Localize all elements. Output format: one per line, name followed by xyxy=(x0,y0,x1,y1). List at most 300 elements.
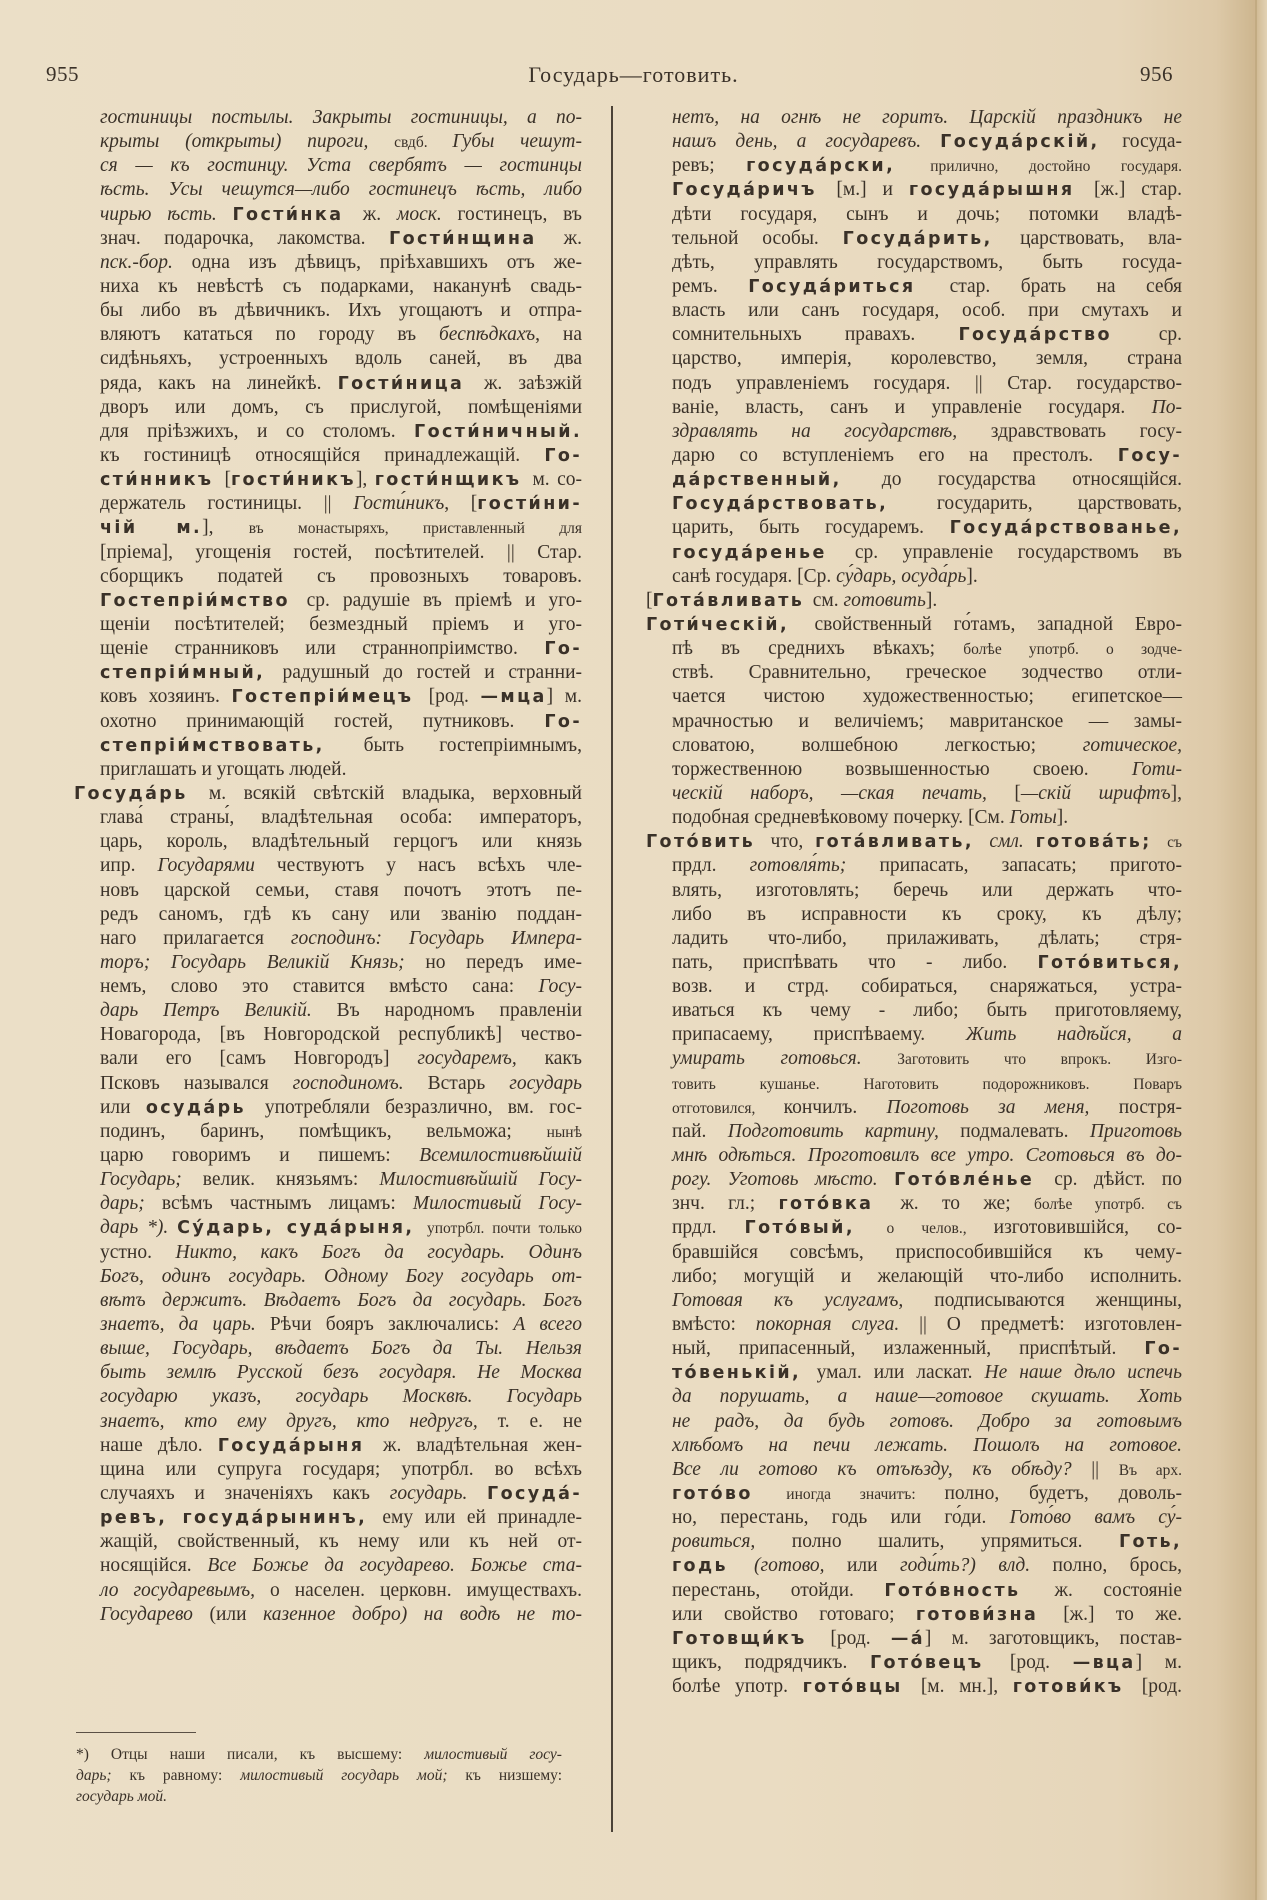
definition-text: ], xyxy=(355,469,375,491)
definition-text: но, перестань, годь или го́ди. xyxy=(672,1507,1010,1529)
definition-text: наго прилагается xyxy=(100,927,291,949)
example-text: государь xyxy=(509,1072,582,1094)
definition-text: пай. xyxy=(672,1120,728,1142)
definition-text: ему или ей принадле- xyxy=(382,1507,583,1529)
text-line xyxy=(100,1579,582,1603)
definition-text: товить кушанье. Наготовить подорожниковъ. Поваръ xyxy=(672,1075,1182,1093)
definition-text: ремъ. xyxy=(672,275,749,297)
headword: гота́вливать, xyxy=(815,832,990,853)
definition-text: ж. xyxy=(563,227,582,249)
example-text: Все Божье да государево. Божье ста- xyxy=(207,1555,582,1577)
text-line xyxy=(100,106,582,130)
text-line xyxy=(672,1627,1182,1651)
text-line xyxy=(646,613,1182,637)
text-line xyxy=(100,975,582,999)
text-line xyxy=(100,951,582,975)
definition-text: ср. xyxy=(1158,324,1182,346)
example-text: нетъ, на огнѣ не горитъ. Царскій праздникъ не xyxy=(672,107,1182,128)
text-line xyxy=(100,1216,582,1240)
headword: Готь, xyxy=(1118,1532,1182,1553)
text-line xyxy=(100,1361,582,1385)
headword: Гото́вле́нье xyxy=(894,1170,1055,1191)
definition-text: дворъ или домъ, съ прислугой, помѣщеніями xyxy=(100,396,582,418)
example-text: Богъ, одинъ государь. Одному Богу государь от- xyxy=(100,1265,582,1287)
definition-text: [ж.] то же. xyxy=(1063,1603,1182,1625)
definition-text: подобная средневѣковому почерку. [См. xyxy=(672,807,1010,829)
example-text: казенное добро) на водѣ не то- xyxy=(263,1603,582,1625)
definition-text: къ гостиницѣ относящійся принадлежащій. xyxy=(100,444,545,466)
text-line xyxy=(672,444,1182,468)
text-line xyxy=(100,1385,582,1409)
example-text: рогу. Уготовь мѣсто. xyxy=(672,1169,895,1191)
text-line xyxy=(100,661,582,685)
headword: —вца xyxy=(1072,1653,1136,1673)
definition-text: или xyxy=(846,1555,901,1577)
definition-text: всѣмъ частнымъ лицамъ: xyxy=(161,1193,413,1215)
definition-text: государить, царствовать, xyxy=(936,493,1182,515)
text-line xyxy=(672,1072,1182,1096)
definition-text: ср. радушіе въ пріемѣ и уго- xyxy=(306,589,582,611)
right-column xyxy=(646,106,1183,1699)
headword: Гостепріи́мство xyxy=(100,590,307,611)
headword: ревъ, госуда́рынинъ, xyxy=(100,1508,383,1529)
definition-text: дарю со вступленіемъ его на престолъ. xyxy=(672,444,1118,466)
definition-text: умал. или ласкат. xyxy=(816,1362,985,1384)
definition-text: подписываются женщины, xyxy=(934,1289,1182,1311)
example-text: су́дарь, осуда́рь xyxy=(836,565,967,587)
example-text: смл. xyxy=(989,831,1036,853)
definition-text: употребляли безразлично, вм. гос- xyxy=(264,1096,582,1118)
text-line xyxy=(100,347,582,371)
text-line xyxy=(672,130,1182,154)
definition-text: велик. князьямъ: xyxy=(202,1169,380,1191)
headword: годь xyxy=(672,1556,755,1577)
definition-text: дѣти государя, сынъ и дочь; потомки владѣ- xyxy=(672,203,1182,225)
text-line xyxy=(672,1337,1182,1361)
headword: Гото́виться, xyxy=(1037,952,1182,973)
text-line xyxy=(672,879,1182,903)
text-line xyxy=(100,1458,582,1482)
definition-text: или xyxy=(100,1096,146,1118)
definition-text: царство, имперія, королевство, земля, страна xyxy=(672,348,1182,370)
definition-text: носящійся. xyxy=(100,1555,208,1577)
example-text: гостиницы постылы. Закрыты гостиницы, а по- xyxy=(100,107,582,128)
example-text: мнѣ одѣться. Проготовилъ все утро. Сготовься въ до- xyxy=(672,1145,1182,1167)
definition-text: царить, быть государемъ. xyxy=(672,517,950,539)
example-text: Все ли готово къ отъѣзду, къ обѣду? xyxy=(672,1458,1092,1480)
example-text: быть землѣ Русской безъ государя. Не Москва xyxy=(100,1362,582,1384)
example-text: Подготовить картину, xyxy=(727,1120,961,1142)
definition-text: держатель гостиницы. || xyxy=(100,493,354,515)
definition-text: *) Отцы наши писали, къ высшему: xyxy=(76,1746,425,1763)
definition-text: жащій, свойственный, къ нему или къ ней от- xyxy=(100,1531,582,1553)
text-line xyxy=(100,830,582,854)
text-line xyxy=(672,710,1182,734)
text-line xyxy=(672,1216,1182,1240)
text-line xyxy=(100,927,582,951)
example-text: Поготовь за меня, xyxy=(886,1096,1119,1118)
definition-text: возв. и стрд. собираться, снаряжаться, устра- xyxy=(672,976,1182,998)
example-text: беспѣдкахъ xyxy=(439,324,536,346)
example-text: милостивый государь мой; xyxy=(240,1767,466,1784)
text-line xyxy=(672,927,1182,951)
text-line xyxy=(76,1765,562,1786)
text-line xyxy=(100,275,582,299)
headword: Гости́ница xyxy=(337,373,484,394)
headword: степріи́мствовать, xyxy=(100,735,364,756)
text-line xyxy=(672,275,1182,299)
definition-text: глава́ страны́, владѣтельная особа: императоръ, xyxy=(100,807,582,829)
headword: Гости́ничный. xyxy=(414,421,582,442)
definition-text: ], xyxy=(202,517,249,539)
text-line xyxy=(100,1554,582,1578)
headword: готови́къ xyxy=(1012,1677,1142,1698)
definition-text: перестань, отойди. xyxy=(672,1579,885,1601)
text-line xyxy=(100,251,582,275)
definition-text: , [ xyxy=(444,493,478,515)
text-line xyxy=(672,420,1182,444)
headword: Госуда́ричъ xyxy=(672,180,837,201)
definition-text: , на xyxy=(535,324,582,346)
definition-text: до государства относящійся. xyxy=(881,469,1182,491)
text-line xyxy=(672,903,1182,927)
headword: готова́ть; xyxy=(1035,832,1168,853)
definition-text: ствѣ. Сравнительно, греческое зодчество отли- xyxy=(672,662,1182,684)
text-line xyxy=(672,1096,1182,1120)
text-line xyxy=(672,1482,1182,1506)
definition-text: Въ арх. xyxy=(1118,1461,1183,1479)
text-line xyxy=(100,1410,582,1434)
headword: Гото́вить xyxy=(646,832,771,853)
text-line xyxy=(100,1120,582,1144)
definition-text: госуда- xyxy=(1122,131,1182,153)
text-line xyxy=(100,1530,582,1554)
definition-text: влять, изготовлять; беречь или держать что- xyxy=(672,879,1182,901)
definition-text: ср. дѣйст. по xyxy=(1054,1169,1182,1191)
definition-text: м. со- xyxy=(532,469,582,491)
text-line xyxy=(100,299,582,323)
text-line xyxy=(100,758,582,782)
headword: Гото́вность xyxy=(884,1580,1055,1601)
definition-text: подмалевать. xyxy=(960,1120,1090,1142)
headword: Госуда́рство xyxy=(958,325,1159,346)
example-text: нашъ день, а государевъ. xyxy=(672,131,941,153)
definition-text: Въ народномъ правленіи xyxy=(336,1000,582,1022)
text-line xyxy=(672,1385,1182,1409)
headword: Су́дарь, суда́рыня, xyxy=(177,1218,427,1239)
definition-text: щеніе странниковъ или страннопріимство. xyxy=(100,638,545,660)
definition-text: т. е. не xyxy=(497,1410,582,1432)
definition-text: о челов., xyxy=(886,1220,994,1238)
definition-text: болѣе употрб. съ xyxy=(1033,1196,1182,1214)
text-line xyxy=(100,1506,582,1530)
definition-text: || О предметѣ: изготовлен- xyxy=(919,1314,1183,1336)
example-text: Милостивѣйшій Госу- xyxy=(379,1169,582,1191)
headword: Го- xyxy=(1144,1339,1182,1360)
definition-text: что, xyxy=(770,831,816,853)
definition-text: Новагорода, [въ Новгородской республикѣ] чество- xyxy=(100,1024,582,1046)
example-text: пск.-бор. xyxy=(100,251,192,273)
definition-text: немъ, слово это ставится вмѣсто сана: xyxy=(100,976,539,998)
text-line xyxy=(100,1337,582,1361)
text-line xyxy=(672,1361,1182,1385)
text-line xyxy=(672,565,1182,589)
definition-text: либо; могущій и желающій что-либо исполнить. xyxy=(672,1265,1182,1287)
example-text: умирать готовься. xyxy=(672,1048,898,1070)
text-line xyxy=(100,1144,582,1168)
example-text: да порушать, а наше—готовое скушать. Хоть xyxy=(672,1386,1182,1408)
definition-text: ладить что-либо, прилаживать, дѣлать; стря- xyxy=(672,927,1182,949)
example-text: Не наше дѣло испечь xyxy=(984,1362,1182,1384)
text-line xyxy=(100,806,582,830)
text-line xyxy=(100,854,582,878)
definition-text: пѣ въ среднихъ вѣкахъ; xyxy=(672,638,964,660)
example-text: выше, Государь, вѣдаетъ Богъ да Ты. Нельзя xyxy=(100,1338,582,1360)
example-text: Приготовь xyxy=(1089,1120,1183,1142)
definition-text: свдб. xyxy=(394,134,453,152)
example-text: Жить надѣйся, а xyxy=(965,1024,1182,1046)
definition-text: || xyxy=(1091,1458,1119,1480)
headword: Госуда́рыня xyxy=(217,1435,384,1456)
definition-text: дѣть, управлять государствомъ, быть госуда- xyxy=(672,251,1182,273)
definition-text: кончилъ. xyxy=(783,1096,887,1118)
example-text: не радъ, да будь готовъ. Добро за готовымъ xyxy=(672,1410,1182,1432)
headword: Госуда́рствованье, xyxy=(949,518,1182,539)
example-text: Гото́во вамъ су́- xyxy=(1009,1507,1182,1529)
definition-text: ]. xyxy=(966,565,978,587)
page-title: Государь—готовить. xyxy=(528,62,739,87)
text-line xyxy=(100,903,582,927)
text-line xyxy=(672,951,1182,975)
example-text: Гости́никъ xyxy=(353,493,445,515)
definition-text: словатою, волшебною легкостью; xyxy=(672,734,1083,756)
definition-text: [род. xyxy=(830,1627,891,1649)
definition-text: [ xyxy=(1014,782,1021,804)
headword: то́венькій, xyxy=(672,1363,817,1384)
text-line xyxy=(100,1289,582,1313)
definition-text: постря- xyxy=(1118,1096,1182,1118)
example-text: —скій шрифтъ xyxy=(1020,782,1171,804)
definition-text: ниха къ невѣстѣ съ подарками, наканунѣ свадь- xyxy=(100,275,582,297)
headword: Госуда́рь xyxy=(74,783,209,804)
text-line xyxy=(100,227,582,251)
example-text: Госу- xyxy=(538,976,582,998)
definition-text: иваться къ чему - либо; быть приготовляему, xyxy=(672,1000,1182,1022)
headword: гото́вка xyxy=(778,1194,901,1215)
text-line xyxy=(100,420,582,444)
text-line xyxy=(672,1458,1182,1482)
definition-text: либо въ исправности къ сроку, къ дѣлу; xyxy=(672,903,1182,925)
text-line xyxy=(646,830,1182,854)
text-line xyxy=(672,1579,1182,1603)
text-line xyxy=(100,1192,582,1216)
definition-text: ср. управленіе государствомъ въ xyxy=(854,541,1182,563)
definition-text: стар. брать на себя xyxy=(949,275,1182,297)
text-line xyxy=(672,1651,1182,1675)
definition-text: [м. мн.], xyxy=(920,1676,1013,1698)
definition-text: ] м. xyxy=(546,686,582,708)
headword: Готовщи́къ xyxy=(672,1628,831,1649)
text-line xyxy=(100,1168,582,1192)
page-number-left: 955 xyxy=(46,62,79,86)
headword: гости́нщикъ xyxy=(374,470,533,491)
definition-text: приглашать и угощать людей. xyxy=(100,758,347,780)
example-text: покорная слуга. xyxy=(755,1314,920,1336)
example-text: Государь; xyxy=(100,1169,203,1191)
definition-text: ]. xyxy=(925,589,938,611)
example-text: годи́ть?) влд. xyxy=(900,1555,1053,1577)
page-number-right: 956 xyxy=(1140,62,1173,86)
example-text: господинъ: Государь Импера- xyxy=(290,927,582,949)
text-line xyxy=(100,1603,582,1627)
definition-text: охотно принимающій гостей, путниковъ. xyxy=(100,710,545,732)
text-line xyxy=(672,999,1182,1023)
definition-text: ж. состояніе xyxy=(1054,1579,1182,1601)
definition-text: торжественною возвышенностью своею. xyxy=(672,758,1132,780)
definition-text: здравствовать госу- xyxy=(990,420,1182,442)
example-text: Готи- xyxy=(1131,758,1182,780)
text-line xyxy=(100,1313,582,1337)
text-line xyxy=(672,1265,1182,1289)
example-text: здравлять на государствѣ, xyxy=(672,420,991,442)
headword: Го- xyxy=(544,639,582,660)
example-text: государь мой. xyxy=(76,1788,167,1805)
definition-text: отготовился, xyxy=(672,1099,784,1117)
text-line xyxy=(672,854,1182,878)
text-line xyxy=(100,516,582,540)
headword: Гота́вливать xyxy=(652,590,813,611)
example-text: чирью ѣсть. xyxy=(100,203,233,225)
text-line xyxy=(672,1241,1182,1265)
example-text: вѣтъ держитъ. Вѣдаетъ Богъ да государь. Богъ xyxy=(100,1289,582,1311)
definition-text: сидѣньяхъ, устроенныхъ вдоль саней, въ два xyxy=(100,348,582,370)
definition-text: м. всякій свѣтскій владыка, верховный xyxy=(208,782,582,804)
headword: Госуда́риться xyxy=(748,276,950,297)
text-line xyxy=(100,203,582,227)
headword: гости́никъ xyxy=(231,470,356,491)
definition-text: ] м. заготовщикъ, постав- xyxy=(924,1627,1182,1649)
text-line xyxy=(672,1192,1182,1216)
text-line xyxy=(672,541,1182,565)
text-line xyxy=(672,299,1182,323)
definition-text: ваніе, власть, санъ и управленіе государя. xyxy=(672,396,1152,418)
example-text: Милостивый Госу- xyxy=(412,1193,582,1215)
example-text: ло государевымъ, xyxy=(100,1579,271,1601)
text-line xyxy=(100,130,582,154)
text-line xyxy=(672,975,1182,999)
definition-text: болѣе употр. xyxy=(672,1676,803,1698)
text-line xyxy=(672,396,1182,420)
definition-text: иногда значитъ: xyxy=(786,1486,945,1504)
example-text: милостивый госу- xyxy=(424,1746,562,1763)
text-line xyxy=(672,492,1182,516)
footnote-rule xyxy=(76,1732,196,1733)
headword: гото́во xyxy=(672,1484,787,1505)
text-line xyxy=(100,1265,582,1289)
text-line xyxy=(100,468,582,492)
definition-text: пать, приспѣвать что - либо. xyxy=(672,951,1038,973)
example-text: дарь *). xyxy=(100,1217,178,1239)
definition-text: вали его [самъ Новгородъ] xyxy=(100,1048,418,1070)
definition-text: щикъ, подрядчикъ. xyxy=(672,1652,870,1673)
definition-text: царь, король, владѣтельный герцогъ или князь xyxy=(100,831,582,853)
definition-text: ж. то же; xyxy=(900,1193,1034,1215)
text-line xyxy=(76,1744,562,1765)
running-header xyxy=(0,62,1267,92)
definition-text: власть или санъ государя, особ. при смутахъ и xyxy=(672,300,1182,322)
definition-text: [пріема], угощенія гостей, посѣтителей. || Стар. xyxy=(100,541,582,563)
definition-text: редъ саномъ, гдѣ къ сану или званію поддан- xyxy=(100,903,582,925)
definition-text: ипр. xyxy=(100,855,158,877)
definition-text: быть гостепріимнымъ, xyxy=(363,734,583,756)
text-line xyxy=(100,1023,582,1047)
text-line xyxy=(100,1434,582,1458)
definition-text: ж. xyxy=(362,203,397,225)
headword: да́рственный, xyxy=(672,470,882,491)
definition-text: новъ царской семьи, ставя почотъ этотъ пе- xyxy=(100,879,582,901)
definition-text: къ равному: xyxy=(129,1767,241,1784)
headword: Госуда́рить, xyxy=(842,228,1021,249)
example-text: знаетъ, да царь. xyxy=(100,1314,270,1336)
definition-text: полно, будетъ, доволь- xyxy=(944,1483,1182,1505)
headword: сти́нникъ xyxy=(100,470,225,491)
page-edge xyxy=(1255,0,1257,1900)
example-text: готовить xyxy=(843,589,926,611)
text-line xyxy=(672,468,1182,492)
text-line xyxy=(672,516,1182,540)
definition-text: подинъ, баринъ, помѣщикъ, вельможа; xyxy=(100,1120,547,1142)
headword: Гостепріи́мецъ xyxy=(231,687,429,708)
example-text: дарь; xyxy=(76,1767,130,1784)
example-text: дарь Петръ Великій. xyxy=(100,1000,337,1022)
text-line xyxy=(672,1603,1182,1627)
text-line xyxy=(74,782,582,806)
headword: Госуда́рствовать, xyxy=(672,494,937,515)
text-line xyxy=(672,154,1182,178)
definition-text: [ж.] стар. xyxy=(1094,179,1182,201)
text-line xyxy=(672,203,1182,227)
headword: —а́ xyxy=(890,1628,925,1649)
definition-text: сомнительныхъ правахъ. xyxy=(672,324,959,346)
definition-text: припасать, запасать; пригото- xyxy=(879,855,1182,877)
definition-text: но передъ име- xyxy=(425,951,582,973)
definition-text: чествуютъ у насъ всѣхъ чле- xyxy=(276,855,582,877)
definition-text: прдл. xyxy=(672,1217,745,1239)
example-text: господиномъ. xyxy=(292,1072,428,1094)
text-line xyxy=(672,1554,1182,1578)
definition-text: см. xyxy=(812,589,844,611)
text-line xyxy=(672,1434,1182,1458)
definition-text: прдл. xyxy=(672,855,750,877)
definition-text: санѣ государя. [Ср. xyxy=(672,565,837,587)
headword: —мца xyxy=(480,687,547,708)
definition-text: царствовать, вла- xyxy=(1020,227,1183,249)
text-line xyxy=(672,661,1182,685)
example-text: готическое, xyxy=(1082,734,1182,756)
definition-text: знач. подарочка, лакомства. xyxy=(100,227,390,249)
text-line xyxy=(100,1072,582,1096)
text-line xyxy=(76,1786,562,1807)
definition-text: одна изъ дѣвицъ, пріѣхавшихъ отъ же- xyxy=(191,251,582,273)
text-line xyxy=(100,444,582,468)
definition-text: ]. xyxy=(1056,807,1069,829)
example-text: (готово, xyxy=(754,1555,847,1577)
definition-text: прилично, достойно государя. xyxy=(930,158,1182,176)
example-text: крыты (открыты) пироги, xyxy=(100,131,395,153)
definition-text: ревъ; xyxy=(672,155,747,177)
definition-text: полно шалить, упрямиться. xyxy=(791,1531,1119,1553)
definition-text: съ xyxy=(1167,834,1183,852)
